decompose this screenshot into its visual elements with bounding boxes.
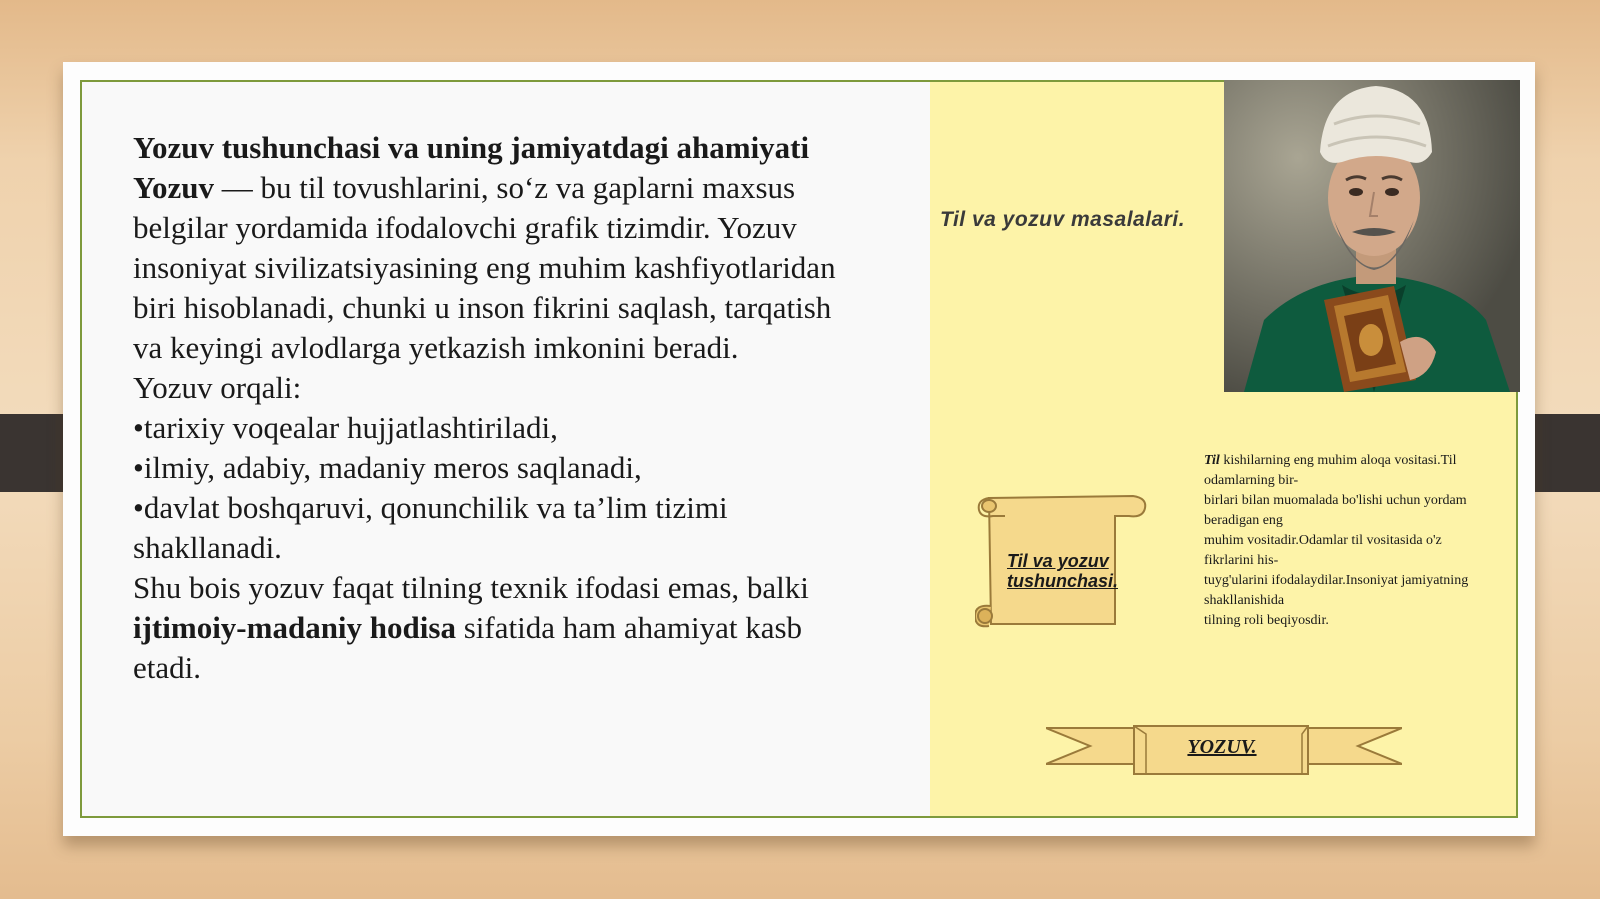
definition-term: Yozuv xyxy=(133,170,214,205)
ribbon-label: YOZUV. xyxy=(1187,736,1257,758)
conclusion-pre: Shu bois yozuv faqat tilning texnik ifodasi emas, balki xyxy=(133,570,809,605)
bullet-dot-icon: • xyxy=(133,410,144,445)
bullet-text: tarixiy voqealar hujjatlashtiriladi, xyxy=(143,410,558,445)
definition-text: — bu til tovushlarini, so‘z va gaplarni maxsus belgilar yordamida ifodalovchi grafik tizimdir. Yozuv insoniyat sivilizatsiyasining eng muhim kashfiyotlaridan biri hisoblanadi, chunki u inson fikrini saqlash, tarqatish va keyingi avlodlarga yetkazish imkonini beradi. xyxy=(133,170,836,365)
til-line: tilning roli beqiyosdir. xyxy=(1204,613,1329,628)
panel-caption: Til va yozuv masalalari. xyxy=(940,208,1186,231)
list-intro: Yozuv orqali: xyxy=(133,370,302,405)
slide-title: Yozuv tushunchasi va uning jamiyatdagi ahamiyati xyxy=(133,130,810,165)
portrait-illustration xyxy=(1224,80,1520,392)
main-text-block xyxy=(133,128,863,688)
til-line: tuyg'ularini ifodalaydilar.Insoniyat jamiyatning shakllanishida xyxy=(1204,573,1469,608)
bullet-item xyxy=(133,408,863,448)
bullet-dot-icon: • xyxy=(133,490,144,525)
conclusion-paragraph xyxy=(133,568,863,688)
scroll-label: Til va yozuv tushunchasi. xyxy=(1007,551,1119,591)
bullet-text: davlat boshqaruvi, qonunchilik va ta’lim tizimi shakllanadi. xyxy=(133,490,728,565)
scholar-portrait-image xyxy=(1224,80,1520,392)
bullet-item xyxy=(133,448,863,488)
definition-paragraph xyxy=(133,168,863,368)
til-line: muhim vositadir.Odamlar til vositasida o'z fikrlarini his- xyxy=(1204,533,1442,568)
til-line: birlari bilan muomalada bo'lishi uchun yordam beradigan eng xyxy=(1204,493,1467,528)
bullet-text: ilmiy, adabiy, madaniy meros saqlanadi, xyxy=(143,450,642,485)
conclusion-bold: ijtimoiy-madaniy hodisa xyxy=(133,610,456,645)
til-term: Til xyxy=(1204,453,1220,468)
til-line xyxy=(1204,451,1472,491)
til-text: kishilarning eng muhim aloqa vositasi.Til odamlarning bir- xyxy=(1204,453,1457,488)
bullet-item xyxy=(133,488,863,568)
bullet-dot-icon: • xyxy=(133,450,144,485)
til-description xyxy=(1204,451,1472,631)
conclusion-post: sifatida ham ahamiyat kasb etadi. xyxy=(133,610,803,685)
